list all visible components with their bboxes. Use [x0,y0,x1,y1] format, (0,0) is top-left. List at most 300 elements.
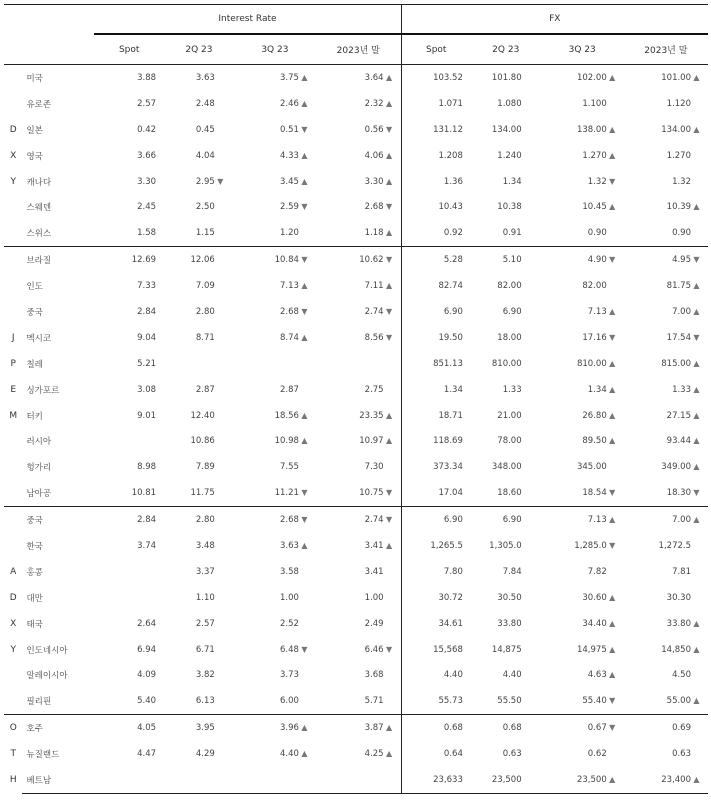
fx-value-cell [541,377,624,403]
table-row [4,559,708,585]
col-fx-2q23: 2Q 23 [471,34,541,65]
fx-value: 6.90 [502,306,522,317]
table-row [4,299,708,325]
country-name: 남아공 [26,489,52,500]
fx-value: 815.00 [661,358,691,369]
ir-value: 12.40 [190,410,215,421]
ir-value-cell [164,480,234,506]
fx-value: 89.50 [582,436,607,447]
fx-value-cell [471,65,541,91]
fx-value-cell [541,220,624,246]
fx-value-cell [401,377,471,403]
fx-value-cell [471,454,541,480]
ir-value: 2.87 [279,384,299,395]
table-row [4,143,708,169]
ir-value: 3.64 [364,72,384,83]
fx-value: 5.28 [443,255,463,266]
fx-value-cell [401,351,471,377]
ir-value-cell [94,299,164,325]
ir-value: 1.20 [279,228,299,239]
country-name: 일본 [26,125,43,136]
ir-value-cell [94,559,164,585]
ir-value: 10.98 [274,436,299,447]
group-label [4,715,22,794]
fx-value: 7.13 [587,515,607,526]
ir-value-cell [316,507,401,533]
fx-value-cell [401,480,471,506]
fx-value-cell [471,91,541,117]
ir-value-cell [316,637,401,663]
ir-value: 3.96 [279,723,299,734]
ir-value-cell [316,533,401,559]
ir-value-cell [316,65,401,91]
table-row [4,91,708,117]
fx-value: 17.16 [582,332,607,343]
fx-value-cell [541,507,624,533]
ir-value: 9.04 [137,332,157,343]
group-label-letter: H [9,775,17,786]
ir-value-cell [94,325,164,351]
ir-value: 11.21 [274,488,299,499]
ir-value-cell [234,377,316,403]
table-row [4,715,708,741]
fx-value: 1.32 [672,176,691,187]
fx-value-cell [471,299,541,325]
ir-value: 3.95 [195,723,215,734]
arrow-up-icon: ▲ [609,72,616,82]
ir-value: 6.71 [195,644,215,655]
fx-value: 0.64 [443,749,463,760]
ir-value-cell [94,767,164,793]
country-name: 유로존 [26,99,52,110]
country-name: 헝가리 [26,463,52,474]
ir-value: 3.08 [137,384,157,395]
ir-value: 2.57 [137,98,157,109]
group-label-letter: A [10,566,17,577]
arrow-down-icon: ▼ [386,332,393,342]
fx-value: 17.54 [666,332,691,343]
ir-value-cell [164,767,234,793]
fx-value: 30.60 [582,592,607,603]
ir-value-cell [316,351,401,377]
ir-value-cell [94,507,164,533]
fx-value: 0.68 [443,723,463,734]
ir-value-cell [234,65,316,91]
fx-value-cell [541,611,624,637]
ir-value: 2.68 [364,202,384,213]
fx-value: 6.90 [443,515,463,526]
country-name: 칠레 [26,359,43,370]
arrow-up-icon: ▲ [693,358,700,368]
country-name: 멕시코 [26,333,52,344]
ir-value-cell [94,273,164,299]
fx-value-cell [471,273,541,299]
fx-value: 4.95 [672,255,691,266]
ir-value-cell [316,247,401,273]
ir-value-cell [164,169,234,195]
fx-value: 348.00 [491,462,522,473]
fx-value-cell [624,480,708,506]
arrow-up-icon: ▲ [386,540,393,550]
ir-value-cell [94,351,164,377]
arrow-up-icon: ▲ [693,124,700,134]
ir-value-cell [94,585,164,611]
fx-value-cell [624,117,708,143]
ir-value-cell [234,91,316,117]
ir-value: 2.59 [279,202,299,213]
col-fx-3q23: 3Q 23 [541,34,624,65]
fx-value: 134.00 [661,124,691,135]
fx-value-cell [541,428,624,454]
group-label-letter: Y [10,176,16,187]
fx-value-cell [471,611,541,637]
fx-value: 103.52 [433,72,463,83]
ir-value: 4.05 [137,723,157,734]
fx-value-cell [624,585,708,611]
fx-value-cell [624,299,708,325]
fx-value: 101.80 [491,72,522,83]
arrow-up-icon: ▲ [609,410,616,420]
ir-value-cell [234,403,316,429]
fx-value-cell [401,767,471,793]
arrow-down-icon: ▼ [386,202,393,212]
table-row [4,403,708,429]
fx-value-cell [401,662,471,688]
ir-value: 2.95 [195,176,215,187]
ir-value-cell [316,377,401,403]
ir-value: 3.63 [279,540,299,551]
ir-value-cell [94,688,164,714]
fx-value-cell [401,637,471,663]
fx-value-cell [624,220,708,246]
arrow-up-icon: ▲ [301,749,308,759]
ir-value: 4.06 [364,150,384,161]
arrow-down-icon: ▼ [386,306,393,316]
arrow-down-icon: ▼ [693,332,700,342]
arrow-up-icon: ▲ [609,670,616,680]
ir-value: 2.75 [364,384,384,395]
fx-value: 1.34 [587,384,607,395]
ir-value: 3.37 [195,566,215,577]
fx-value-cell [471,351,541,377]
fx-value-cell [401,247,471,273]
table-body [4,65,708,794]
fx-value: 23,500 [491,774,522,785]
fx-value: 1,265.5 [430,540,463,551]
table-row [4,585,708,611]
fx-value: 7.00 [672,306,691,317]
fx-value-cell [541,117,624,143]
arrow-up-icon: ▲ [609,436,616,446]
fx-value-cell [471,403,541,429]
ir-value-cell [164,273,234,299]
fx-value-cell [471,247,541,273]
fx-value-cell [541,741,624,767]
fx-value: 55.50 [497,696,522,707]
fx-value: 1,272.5 [658,540,691,551]
fx-value-cell [624,143,708,169]
fx-value: 82.00 [582,281,607,292]
fx-value-cell [541,715,624,741]
fx-value: 55.00 [666,696,691,707]
fx-value-cell [624,247,708,273]
table-row [4,533,708,559]
country-name: 베트남 [22,767,94,793]
table-row [4,220,708,246]
fx-value: 138.00 [576,124,607,135]
fx-value-cell [401,741,471,767]
ir-value-cell [234,533,316,559]
ir-value-cell [94,220,164,246]
fx-value: 27.15 [666,410,691,421]
ir-value-cell [164,403,234,429]
ir-value-cell [234,220,316,246]
arrow-up-icon: ▲ [693,462,700,472]
fx-value: 7.81 [672,566,691,577]
ir-value: 10.81 [131,488,157,499]
arrow-down-icon: ▼ [301,202,308,212]
fx-value-cell [401,559,471,585]
fx-value-cell [624,688,708,714]
ir-value-cell [94,91,164,117]
country-name: 싱가포르 [26,385,60,396]
fx-value-cell [624,428,708,454]
arrow-up-icon: ▲ [609,384,616,394]
ir-value: 2.49 [364,618,384,629]
country-name: 필리핀 [26,697,52,708]
fx-value: 33.80 [666,618,691,629]
fx-value: 851.13 [433,358,463,369]
fx-value: 1.34 [443,384,463,395]
fx-value-cell [541,65,624,91]
country-name: 미국 [26,73,43,84]
arrow-up-icon: ▲ [609,618,616,628]
col-ir-2023-end: 2023년 말 [316,34,401,65]
fx-value: 7.00 [672,515,691,526]
table-row [4,377,708,403]
fx-value-cell [624,403,708,429]
ir-value-cell [164,117,234,143]
ir-value: 3.58 [279,566,299,577]
country-name: 스웨덴 [26,203,52,214]
fx-value-cell [401,91,471,117]
ir-value-cell [234,741,316,767]
fx-value: 19.50 [438,332,463,343]
arrow-down-icon: ▼ [386,124,393,134]
fx-value: 7.84 [502,566,522,577]
fx-value-cell [471,220,541,246]
fx-value: 10.39 [666,202,691,213]
country-name: 브라질 [22,247,94,273]
ir-value: 3.88 [137,72,157,83]
group-label-letter: X [10,150,17,161]
table-row [4,741,708,767]
arrow-down-icon: ▼ [301,124,308,134]
table-row [4,454,708,480]
ir-value: 3.63 [195,72,215,83]
fx-value-cell [624,662,708,688]
fx-value-cell [471,585,541,611]
fx-value-cell [624,454,708,480]
group-label-letter: D [9,124,17,135]
country-name: 캐나다 [26,177,52,188]
ir-value: 4.29 [195,749,215,760]
fx-value: 18.60 [497,488,522,499]
table-row [4,325,708,351]
ir-value-cell [234,611,316,637]
country-name: 태국 [26,619,43,630]
country-name: 홍콩 [26,567,43,578]
fx-value: 18.54 [582,488,607,499]
ir-value-cell [316,585,401,611]
table-row [4,428,708,454]
fx-value-cell [471,169,541,195]
fx-value-cell [541,637,624,663]
country-name: 러시아 [26,437,52,448]
ir-value: 10.75 [359,488,384,499]
arrow-down-icon: ▼ [609,255,616,265]
country-name: 말레이시아 [26,671,68,682]
ir-value-cell [316,194,401,220]
ir-value-cell [94,194,164,220]
ir-value-cell [234,637,316,663]
fx-value-cell [401,117,471,143]
fx-value: 0.90 [672,228,691,239]
table-row [4,169,708,195]
arrow-up-icon: ▲ [693,281,700,291]
arrow-down-icon: ▼ [301,644,308,654]
ir-value: 2.52 [279,618,299,629]
ir-value: 1.58 [137,228,157,239]
ir-value: 2.80 [195,306,215,317]
fx-value: 345.00 [576,462,607,473]
ir-value-cell [164,65,234,91]
country-name: 영국 [26,151,43,162]
fx-value: 1.120 [666,98,691,109]
fx-value-cell [401,533,471,559]
arrow-down-icon: ▼ [301,488,308,498]
fx-value-cell [624,507,708,533]
arrow-up-icon: ▲ [386,749,393,759]
ir-value: 6.94 [137,644,157,655]
arrow-up-icon: ▲ [609,774,616,784]
ir-value-cell [234,688,316,714]
ir-value-cell [234,767,316,793]
fx-value: 23,500 [576,774,607,785]
fx-value-cell [624,741,708,767]
ir-value-cell [316,325,401,351]
ir-value: 2.84 [137,515,157,526]
fx-value: 10.43 [438,202,463,213]
ir-value-cell [316,767,401,793]
fx-value-cell [541,454,624,480]
ir-value: 3.74 [137,540,157,551]
ir-value-cell [316,143,401,169]
fx-value: 55.73 [438,696,463,707]
fx-value: 0.67 [587,723,607,734]
fx-value: 102.00 [576,72,607,83]
arrow-down-icon: ▼ [386,255,393,265]
fx-value: 34.61 [438,618,463,629]
ir-value-cell [164,585,234,611]
arrow-up-icon: ▲ [386,176,393,186]
fx-value-cell [624,377,708,403]
fx-value-cell [401,143,471,169]
ir-value-cell [94,65,164,91]
fx-value-cell [401,194,471,220]
fx-value-cell [401,299,471,325]
fx-value: 0.90 [587,228,607,239]
country-name: 중국 [26,307,43,318]
arrow-up-icon: ▲ [301,723,308,733]
fx-value: 0.91 [502,228,522,239]
arrow-up-icon: ▲ [609,150,616,160]
fx-value: 82.00 [497,281,522,292]
ir-value-cell [316,715,401,741]
fx-value: 1.270 [666,150,691,161]
ir-value: 10.97 [359,436,384,447]
ir-value: 2.46 [279,98,299,109]
ir-value-cell [316,428,401,454]
ir-value: 2.84 [137,306,157,317]
ir-value-cell [94,741,164,767]
fx-value: 0.63 [502,749,522,760]
arrow-up-icon: ▲ [609,124,616,134]
ir-value: 2.32 [364,98,384,109]
arrow-up-icon: ▲ [693,515,700,525]
country-name: 한국 [26,541,43,552]
fx-value-cell [401,715,471,741]
ir-value: 2.50 [195,202,215,213]
ir-value-cell [164,299,234,325]
ir-value: 7.30 [364,462,384,473]
ir-value-cell [94,533,164,559]
ir-value-cell [234,662,316,688]
ir-value-cell [164,454,234,480]
fx-value: 18.00 [497,332,522,343]
ir-value: 0.51 [279,124,299,135]
ir-value-cell [316,741,401,767]
group-label-letter: J [11,332,15,343]
ir-value: 2.74 [364,306,384,317]
ir-value-cell [316,611,401,637]
fx-value-cell [471,194,541,220]
fx-value-cell [471,143,541,169]
arrow-down-icon: ▼ [386,644,393,654]
group-label-letter: Y [10,644,16,655]
table-row [4,65,708,91]
fx-value-cell [401,325,471,351]
fx-value: 1.33 [502,384,522,395]
fx-value: 10.45 [582,202,607,213]
ir-value: 12.06 [190,255,215,266]
group-label-letter: P [10,358,16,369]
ir-value-cell [234,507,316,533]
fx-value-cell [541,585,624,611]
arrow-down-icon: ▼ [217,176,224,186]
fx-value-cell [471,559,541,585]
fx-value-cell [471,377,541,403]
fx-value-cell [471,767,541,793]
ir-value: 2.80 [195,515,215,526]
ir-value: 4.40 [279,749,299,760]
table-row [4,767,708,793]
arrow-up-icon: ▲ [386,281,393,291]
fx-value-cell [624,169,708,195]
fx-value: 810.00 [576,358,607,369]
arrow-down-icon: ▼ [609,176,616,186]
fx-value: 1.071 [438,98,463,109]
